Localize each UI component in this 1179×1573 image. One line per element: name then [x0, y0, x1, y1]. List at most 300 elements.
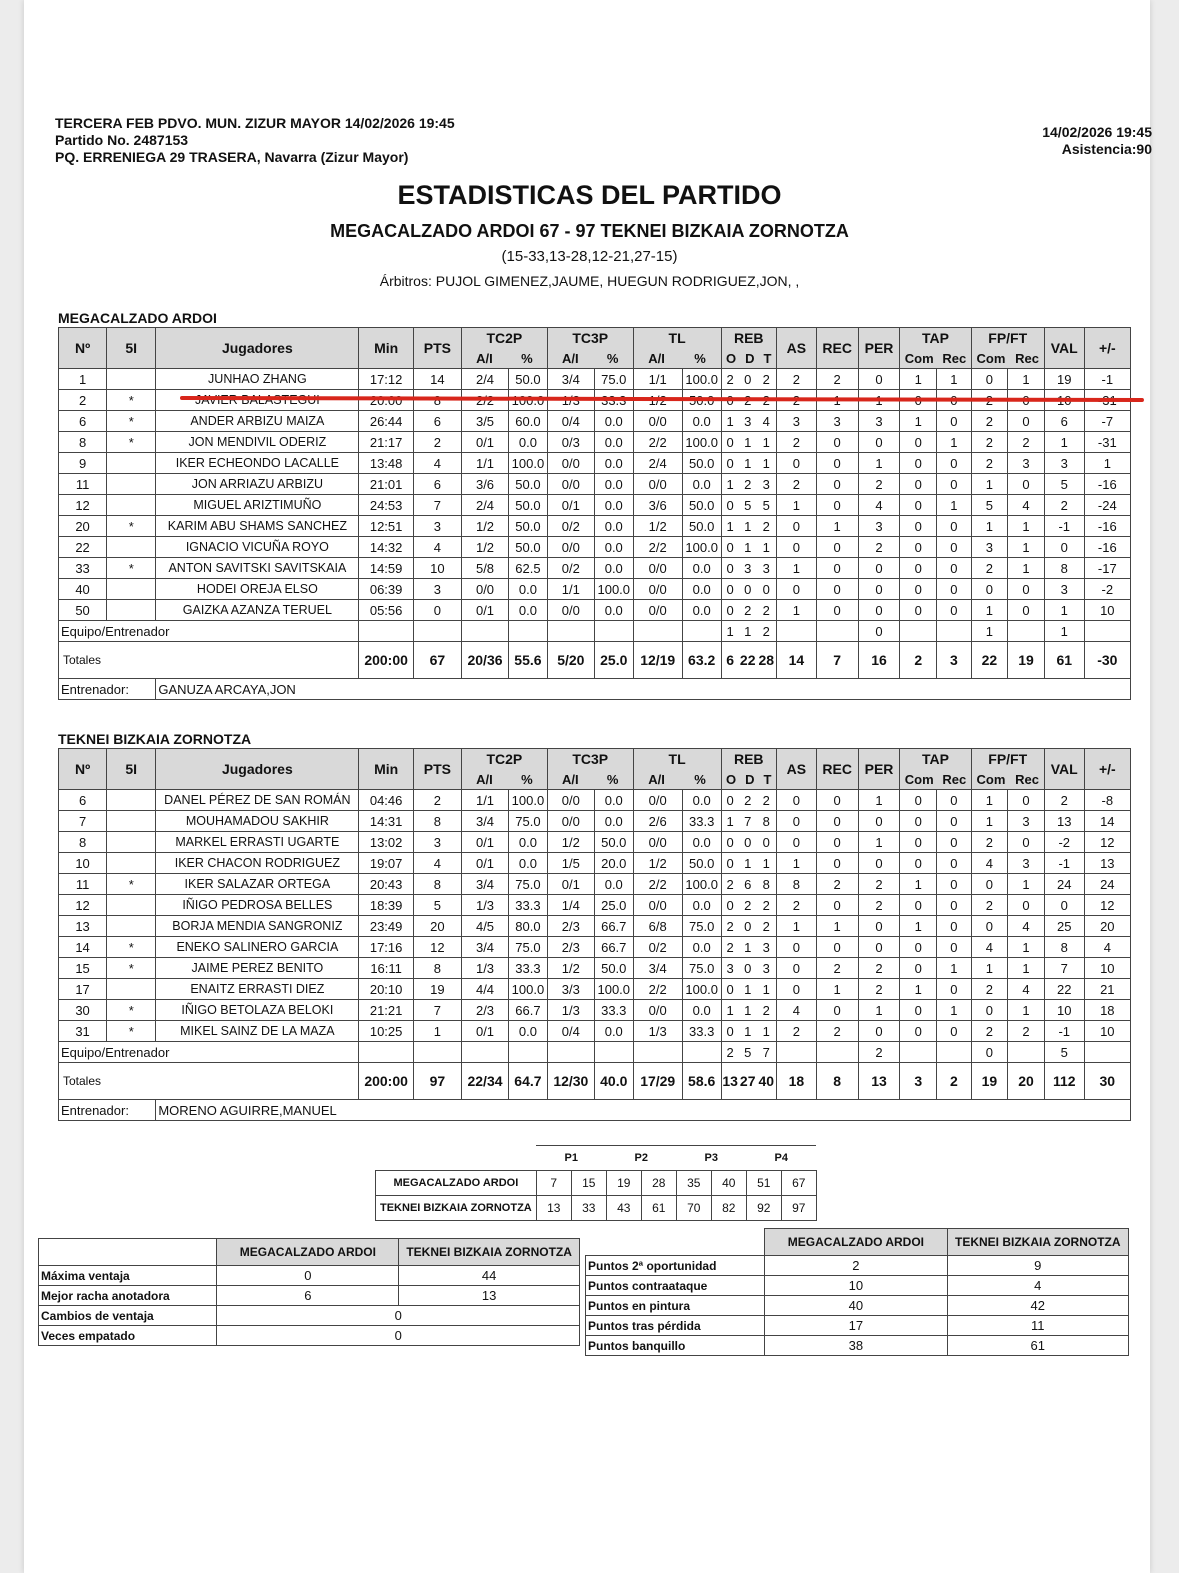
stat-cell: 25.0	[594, 895, 633, 916]
stat-cell: 4	[413, 537, 461, 558]
empty-cell	[1008, 621, 1045, 642]
player-name: ANDER ARBIZU MAIZA	[156, 411, 359, 432]
stat-cell: -1	[1084, 369, 1130, 390]
stat-cell: 1	[757, 853, 777, 874]
col-header-tl-sub-ai: A/I	[648, 350, 665, 366]
stat-cell	[107, 916, 156, 937]
stat-cell: 100.0	[509, 790, 548, 811]
stat-cell: 1/5	[547, 853, 594, 874]
venue: PQ. ERRENIEGA 29 TRASERA, Navarra (Zizur Mayor)	[55, 149, 409, 165]
col-header-tc2p-label: TC2P	[486, 330, 523, 346]
stat-cell: 0	[739, 369, 757, 390]
stat-cell: 14:32	[359, 537, 413, 558]
stat-cell: 1	[937, 958, 972, 979]
stat-cell: 0	[816, 453, 858, 474]
stat-cell: 0.0	[682, 832, 721, 853]
stat-cell: 100.0	[682, 874, 721, 895]
stat-cell: 1	[816, 916, 858, 937]
stat-cell: 50.0	[509, 474, 548, 495]
total-cell: 8	[816, 1063, 858, 1100]
col-header-minutes: Min	[359, 328, 413, 369]
stat-cell: 5	[413, 895, 461, 916]
stat-cell: 0	[739, 916, 757, 937]
stat-cell: 0/1	[461, 1021, 508, 1042]
coach-label: Entrenador:	[59, 679, 156, 700]
stat-cell	[107, 811, 156, 832]
player-row	[59, 432, 1131, 453]
stat-cell: 2	[757, 1000, 777, 1021]
stat-cell: 3	[413, 516, 461, 537]
total-cell: 30	[1084, 1063, 1130, 1100]
stats-table-home	[58, 327, 1131, 700]
player-name: MARKEL ERRASTI UGARTE	[156, 832, 359, 853]
stat-cell: 0.0	[594, 474, 633, 495]
empty-cell	[682, 1042, 721, 1063]
match-header	[55, 115, 455, 166]
empty-cell	[1008, 1042, 1045, 1063]
summary-value: 11	[947, 1316, 1128, 1336]
summary-right-row	[586, 1276, 1129, 1296]
stat-cell: 1/2	[461, 516, 508, 537]
col-header-turnovers: PER	[858, 328, 900, 369]
col-header-tl-stack	[634, 749, 721, 789]
empty-cell	[586, 1229, 765, 1256]
match-meta	[1042, 124, 1152, 158]
stat-cell: 20.0	[594, 853, 633, 874]
col-header-tc2p-subheaders	[462, 769, 547, 789]
col-header-fouls	[971, 328, 1044, 369]
total-cell: 3	[900, 1063, 937, 1100]
stat-cell: 1	[776, 558, 816, 579]
col-header-fouls-subheaders	[972, 769, 1044, 789]
empty-cell	[594, 621, 633, 642]
stat-cell: 12	[1084, 832, 1130, 853]
stat-cell: 0	[721, 495, 739, 516]
col-header-fouls-subheaders	[972, 348, 1044, 368]
col-header-tc2p-sub-pct: %	[521, 771, 533, 787]
empty-cell	[547, 1042, 594, 1063]
stat-cell	[107, 790, 156, 811]
stat-cell: 0	[721, 832, 739, 853]
stat-cell: 0	[900, 1021, 937, 1042]
stat-cell	[107, 579, 156, 600]
stat-cell: 0	[858, 937, 900, 958]
quarter-team-name: MEGACALZADO ARDOI	[376, 1170, 537, 1195]
col-header-fouls-label: FP/FT	[988, 330, 1028, 346]
stat-cell: 0	[721, 432, 739, 453]
col-header-blocks	[900, 328, 971, 369]
stat-cell: -24	[1084, 495, 1130, 516]
stat-cell: 4	[1008, 979, 1045, 1000]
stat-cell: 2/3	[461, 1000, 508, 1021]
stat-cell: 0	[858, 916, 900, 937]
quarter-score: 35	[676, 1170, 711, 1195]
stat-cell: 2	[816, 958, 858, 979]
stat-cell: 1	[721, 411, 739, 432]
col-header-blocks-stack	[900, 749, 970, 789]
team-valuation: 5	[1044, 1042, 1084, 1063]
stat-cell: 04:46	[359, 790, 413, 811]
stat-cell: 21:01	[359, 474, 413, 495]
summary-left-merged-row	[39, 1326, 580, 1346]
stat-cell: 8	[1044, 558, 1084, 579]
stat-cell: 3/4	[461, 874, 508, 895]
total-cell: 61	[1044, 642, 1084, 679]
stat-cell: 3	[816, 411, 858, 432]
stat-cell: 1	[739, 1021, 757, 1042]
stat-cell: 3	[413, 579, 461, 600]
total-cell: 6	[721, 642, 739, 679]
col-header-blocks-subheaders	[900, 769, 970, 789]
stat-cell: 6	[413, 411, 461, 432]
quarter-header: P3	[676, 1146, 746, 1171]
stat-cell: 0	[900, 1000, 937, 1021]
stat-cell: 1	[1044, 600, 1084, 621]
stat-cell: 3	[858, 411, 900, 432]
stat-cell	[107, 495, 156, 516]
stat-cell: 2	[776, 1021, 816, 1042]
col-header-plus-minus: +/-	[1084, 749, 1130, 790]
stat-cell: 0	[776, 811, 816, 832]
stat-cell: 3/5	[461, 411, 508, 432]
col-header-reb-sub-d: D	[745, 771, 755, 787]
stat-cell: 33.3	[682, 811, 721, 832]
stat-cell: 23:49	[359, 916, 413, 937]
col-header-tc2p-subheaders	[462, 348, 547, 368]
stat-cell: 1/4	[547, 895, 594, 916]
stat-cell: 1/1	[633, 369, 682, 390]
stat-cell: 1	[937, 432, 972, 453]
empty-cell	[39, 1239, 217, 1266]
stat-cell: 0/0	[547, 453, 594, 474]
empty-cell	[682, 621, 721, 642]
quarter-row	[376, 1195, 817, 1220]
stat-cell: 24	[1044, 874, 1084, 895]
stat-cell: 0/2	[547, 558, 594, 579]
stat-cell: 1	[739, 537, 757, 558]
stat-cell: 2	[858, 474, 900, 495]
col-header-fouls-label: FP/FT	[988, 751, 1028, 767]
stat-cell: 24:53	[359, 495, 413, 516]
col-header-tc2p-sub-ai: A/I	[476, 771, 493, 787]
stat-cell: 3/6	[633, 495, 682, 516]
stat-cell: 0	[858, 1021, 900, 1042]
stat-cell: 0/0	[633, 1000, 682, 1021]
stat-cell: 1	[721, 811, 739, 832]
player-name: DANEL PÉREZ DE SAN ROMÁN	[156, 790, 359, 811]
stat-cell: 1/3	[633, 1021, 682, 1042]
col-header-tl-label: TL	[668, 330, 686, 346]
coach-label: Entrenador:	[59, 1100, 156, 1121]
stat-cell: 1	[739, 453, 757, 474]
summary-left-merged-row	[39, 1306, 580, 1326]
stat-cell: 1	[721, 516, 739, 537]
stat-cell: 0/3	[547, 432, 594, 453]
stat-cell: 2/2	[633, 537, 682, 558]
player-row	[59, 874, 1131, 895]
stat-cell: 0	[900, 474, 937, 495]
stat-cell: 2	[757, 916, 777, 937]
summary-right-row	[586, 1256, 1129, 1276]
stat-cell: 11	[59, 874, 107, 895]
stat-cell: -16	[1084, 516, 1130, 537]
stat-cell: 20	[413, 916, 461, 937]
summary-table-right	[585, 1228, 1129, 1356]
col-header-blocks-stack	[900, 328, 970, 368]
summary-left-team-header: TEKNEI BIZKAIA ZORNOTZA	[399, 1239, 580, 1266]
stat-cell: 1	[739, 1000, 757, 1021]
stat-cell: 2	[971, 979, 1008, 1000]
player-name: IÑIGO BETOLAZA BELOKI	[156, 1000, 359, 1021]
stat-cell: 2	[816, 874, 858, 895]
stat-cell: 2	[1008, 1021, 1045, 1042]
stat-cell: 0.0	[682, 600, 721, 621]
stat-cell: 0	[937, 1021, 972, 1042]
total-cell: 19	[1008, 642, 1045, 679]
stat-cell: 1	[971, 958, 1008, 979]
stat-cell: 5	[757, 495, 777, 516]
stat-cell: 0/0	[461, 579, 508, 600]
stat-cell	[107, 369, 156, 390]
team-row-label: Equipo/Entrenador	[59, 621, 359, 642]
col-header-reb-subheaders	[722, 769, 776, 789]
stat-cell: 7	[1044, 958, 1084, 979]
stat-cell: 4	[776, 1000, 816, 1021]
stat-cell: 0	[937, 600, 972, 621]
total-cell: 12/30	[547, 1063, 594, 1100]
col-header-tc2p-stack	[462, 749, 547, 789]
total-cell: 22	[739, 642, 757, 679]
stat-cell: 20:43	[359, 874, 413, 895]
stat-cell: 2/6	[633, 811, 682, 832]
stat-cell: 19	[1044, 369, 1084, 390]
stat-cell: 3	[858, 516, 900, 537]
stat-cell: 100.0	[682, 432, 721, 453]
stat-cell: 10:25	[359, 1021, 413, 1042]
summary-value: 10	[765, 1276, 947, 1296]
col-header-tc3p-sub-pct: %	[606, 350, 619, 366]
summary-right-header	[586, 1229, 1129, 1256]
stat-cell: 0.0	[594, 1021, 633, 1042]
summary-value: 13	[399, 1286, 580, 1306]
stat-cell: 2	[757, 600, 777, 621]
stat-cell: 20	[1084, 916, 1130, 937]
stat-cell: 0	[937, 516, 972, 537]
total-cell: 5/20	[547, 642, 594, 679]
stat-cell: 100.0	[682, 537, 721, 558]
stat-cell: 0	[721, 453, 739, 474]
stat-cell: 22	[1044, 979, 1084, 1000]
stat-cell: 2	[757, 790, 777, 811]
summary-value: 4	[947, 1276, 1128, 1296]
stat-cell: 0	[776, 958, 816, 979]
stat-cell: 0	[937, 853, 972, 874]
stat-cell: 2	[739, 474, 757, 495]
stat-cell: 1	[971, 790, 1008, 811]
empty-cell	[900, 1042, 937, 1063]
total-cell: 97	[413, 1063, 461, 1100]
stat-cell: 18:39	[359, 895, 413, 916]
stat-cell: 50.0	[682, 516, 721, 537]
total-cell: 19	[971, 1063, 1008, 1100]
col-header-reb-subheaders	[722, 348, 776, 368]
stat-cell: 0/0	[633, 600, 682, 621]
stat-cell: 0	[858, 579, 900, 600]
stat-cell: 0	[937, 790, 972, 811]
summary-label: Puntos en pintura	[586, 1296, 765, 1316]
stat-cell: 100.0	[509, 453, 548, 474]
partial-scores: (15-33,13-28,12-21,27-15)	[501, 248, 678, 265]
col-header-points: PTS	[413, 749, 461, 790]
stat-cell: 11	[59, 474, 107, 495]
player-row	[59, 537, 1131, 558]
total-cell: 13	[858, 1063, 900, 1100]
stat-cell: 1	[971, 600, 1008, 621]
stat-cell: 1	[59, 369, 107, 390]
attendance: Asistencia:90	[1061, 141, 1152, 157]
stat-cell: 0	[971, 1000, 1008, 1021]
stat-cell: 2/2	[633, 432, 682, 453]
stat-cell: 0.0	[509, 1021, 548, 1042]
stat-cell: 8	[59, 432, 107, 453]
stat-cell: 3	[721, 958, 739, 979]
stat-cell: 0/1	[547, 495, 594, 516]
stat-cell: 12	[1084, 895, 1130, 916]
summary-label: Puntos contraataque	[586, 1276, 765, 1296]
stat-cell: 3	[1008, 453, 1045, 474]
stat-cell: 13	[1084, 853, 1130, 874]
stat-cell: 6	[413, 474, 461, 495]
stat-cell: 0	[900, 958, 937, 979]
coach-name: MORENO AGUIRRE,MANUEL	[156, 1100, 1131, 1121]
stat-cell: 7	[413, 495, 461, 516]
stat-cell: 0	[900, 895, 937, 916]
stat-cell: 1/1	[547, 579, 594, 600]
stat-cell: 0/0	[547, 811, 594, 832]
quarter-score: 61	[641, 1195, 676, 1220]
stat-cell: 6/8	[633, 916, 682, 937]
stat-cell: 7	[59, 811, 107, 832]
col-header-tc3p-sub-ai: A/I	[561, 350, 579, 366]
stat-cell: 1	[858, 832, 900, 853]
stat-cell: 2	[721, 937, 739, 958]
stat-cell: 0	[937, 979, 972, 1000]
stat-cell: 8	[413, 874, 461, 895]
quarter-score: 15	[571, 1170, 606, 1195]
col-header-tc3p-subheaders	[548, 769, 633, 789]
stat-cell: 0.0	[594, 411, 633, 432]
player-row	[59, 790, 1131, 811]
stat-cell: 12	[59, 495, 107, 516]
quarter-score: 70	[676, 1195, 711, 1220]
stat-cell: 0	[1008, 474, 1045, 495]
player-row	[59, 916, 1131, 937]
stat-cell: 6	[59, 790, 107, 811]
stat-cell: -1	[1044, 853, 1084, 874]
stat-cell: 0	[1044, 895, 1084, 916]
summary-value: 38	[765, 1336, 947, 1356]
stat-cell: 1	[721, 474, 739, 495]
stat-cell: 5/8	[461, 558, 508, 579]
stat-cell: 2	[858, 958, 900, 979]
stat-cell: 0	[900, 937, 937, 958]
stat-cell: 0/0	[547, 474, 594, 495]
total-cell: 14	[776, 642, 816, 679]
stat-cell: 8	[776, 874, 816, 895]
stat-cell: 0	[937, 895, 972, 916]
stat-cell: 2	[776, 474, 816, 495]
stat-cell: 75.0	[509, 874, 548, 895]
stat-cell: 0	[937, 811, 972, 832]
stat-cell: 4	[1084, 937, 1130, 958]
player-name: ENEKO SALINERO GARCIA	[156, 937, 359, 958]
col-header-tc3p-stack	[548, 328, 633, 368]
total-cell: 22	[971, 642, 1008, 679]
stat-cell: 05:56	[359, 600, 413, 621]
empty-cell	[461, 1042, 508, 1063]
stat-cell: 1/2	[547, 958, 594, 979]
stat-cell: 2/2	[633, 979, 682, 1000]
stat-cell: 1	[757, 432, 777, 453]
stat-cell: 0	[1008, 895, 1045, 916]
stat-cell: 1	[1008, 516, 1045, 537]
stat-cell: 0	[971, 874, 1008, 895]
col-header-reb-sub-o: O	[726, 350, 737, 366]
stat-cell: 5	[739, 495, 757, 516]
total-cell: 2	[900, 642, 937, 679]
col-header-blocks-label: TAP	[922, 751, 950, 767]
stat-cell: 1/2	[547, 832, 594, 853]
stat-cell: 2	[757, 516, 777, 537]
total-cell: 40.0	[594, 1063, 633, 1100]
stat-cell: 1	[739, 853, 757, 874]
col-header-reb-sub-t: T	[763, 350, 772, 366]
stat-cell: 21:21	[359, 1000, 413, 1021]
stat-cell: 1	[971, 516, 1008, 537]
stat-cell: 0	[739, 832, 757, 853]
stat-cell: 1	[721, 1000, 739, 1021]
stat-cell: 2	[858, 537, 900, 558]
stat-cell	[107, 474, 156, 495]
stat-cell: 0.0	[509, 432, 548, 453]
stat-cell: 10	[1084, 1021, 1130, 1042]
player-row	[59, 853, 1131, 874]
total-cell: 13	[721, 1063, 739, 1100]
stat-cell: 0.0	[594, 495, 633, 516]
total-cell: 2	[937, 1063, 972, 1100]
stat-cell: 33.3	[682, 1021, 721, 1042]
col-header-number: Nº	[59, 328, 107, 369]
page-title: ESTADISTICAS DEL PARTIDO	[397, 180, 782, 210]
team-reb-o: 1	[721, 621, 739, 642]
summary-right-row	[586, 1296, 1129, 1316]
stat-cell: 13	[59, 916, 107, 937]
empty-cell	[937, 621, 972, 642]
col-header-turnovers: PER	[858, 749, 900, 790]
stat-cell: 0	[900, 853, 937, 874]
stat-cell: 3	[757, 558, 777, 579]
stat-cell: 50	[59, 600, 107, 621]
stat-cell: *	[107, 516, 156, 537]
col-header-blocks-sub-rec: Rec	[942, 771, 967, 787]
stat-cell: 2	[721, 916, 739, 937]
col-header-tl-subheaders	[634, 769, 721, 789]
stat-cell: 06:39	[359, 579, 413, 600]
summary-value: 0	[217, 1326, 580, 1346]
col-header-tc2p-sub-pct: %	[521, 350, 533, 366]
stat-cell: 0.0	[509, 600, 548, 621]
stat-cell: 0	[776, 537, 816, 558]
